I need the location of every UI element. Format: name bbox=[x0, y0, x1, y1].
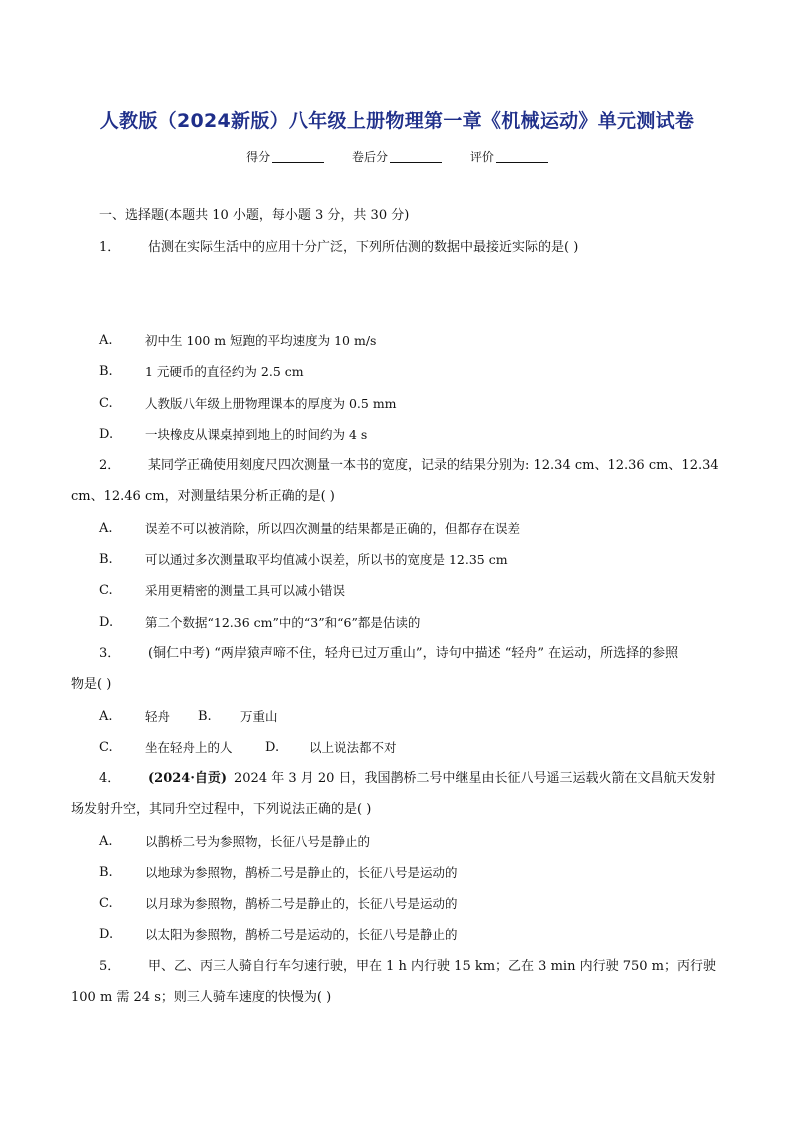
q4-option-b-text: 以地球为参照物，鹊桥二号是静止的，长征八号是运动的 bbox=[145, 865, 458, 880]
exam-title: 人教版（2024新版）八年级上册物理第一章《机械运动》单元测试卷 bbox=[99, 110, 695, 132]
q3-option-b-label: B. bbox=[198, 709, 212, 724]
q3-text-line2: 物是( ) bbox=[71, 677, 112, 692]
q4-text-line1: 2024 年 3 月 20 日，我国鹊桥二号中继星由长征八号遥三运载火箭在文昌航天发射 bbox=[234, 771, 716, 786]
q2-option-c-label: C. bbox=[99, 583, 113, 598]
q2-option-b-text: 可以通过多次测量取平均值减小误差，所以书的宽度是 12.35 cm bbox=[145, 552, 508, 567]
q1-option-d-text: 一块橡皮从课桌掉到地上的时间约为 4 s bbox=[145, 427, 368, 442]
q2-number: 2． bbox=[99, 458, 121, 473]
comment-field bbox=[470, 148, 548, 165]
q3-option-a-label: A. bbox=[99, 709, 113, 724]
q3-number: 3． bbox=[99, 646, 121, 661]
q5-number: 5． bbox=[99, 959, 121, 974]
score-line bbox=[0, 148, 794, 165]
q3-option-c-label: C. bbox=[99, 740, 113, 755]
q3-option-d-label: D. bbox=[265, 740, 280, 755]
grader-label: 卷后分 bbox=[351, 150, 388, 164]
q2-option-d-label: D. bbox=[99, 615, 114, 630]
q1-option-a-label: A. bbox=[99, 333, 113, 348]
grader-field bbox=[352, 148, 442, 165]
q4-source: (2024·自贡) bbox=[148, 771, 228, 786]
q5-text-line1: 甲、乙、丙三人骑自行车匀速行驶，甲在 1 h 内行驶 15 km；乙在 3 min 内行驶 750 m；丙行驶 bbox=[148, 959, 716, 974]
q2-option-d-text: 第二个数据“12.36 cm”中的“3”和“6”都是估读的 bbox=[145, 615, 421, 630]
q1-option-c-text: 人教版八年级上册物理课本的厚度为 0.5 mm bbox=[145, 396, 397, 411]
q4-option-d-label: D. bbox=[99, 927, 114, 942]
q3-text-line1: (铜仁中考) “两岸猿声啼不住，轻舟已过万重山”，诗句中描述 “轻舟” 在运动，所选择的参照 bbox=[148, 646, 679, 661]
score-label: 得分 bbox=[246, 150, 271, 164]
q2-option-a-text: 误差不可以被消除，所以四次测量的结果都是正确的，但都存在误差 bbox=[145, 521, 521, 536]
q3-option-c-text: 坐在轻舟上的人 bbox=[145, 740, 233, 755]
q1-number: 1． bbox=[99, 240, 121, 255]
q2-text-line1: 某同学正确使用刻度尺四次测量一本书的宽度，记录的结果分别为: 12.34 cm、12.36 cm、12.34 bbox=[148, 458, 719, 473]
q2-option-a-label: A. bbox=[99, 521, 113, 536]
q4-text-line2: 场发射升空，其同升空过程中，下列说法正确的是( ) bbox=[71, 802, 372, 817]
q4-option-c-label: C. bbox=[99, 896, 113, 911]
q1-option-c-label: C. bbox=[99, 396, 113, 411]
q1-option-d-label: D. bbox=[99, 427, 114, 442]
comment-label: 评价 bbox=[469, 150, 494, 164]
score-field bbox=[246, 148, 324, 165]
q3-option-d-text: 以上说法都不对 bbox=[309, 740, 397, 755]
q1-option-b-text: 1 元硬币的直径约为 2.5 cm bbox=[145, 364, 304, 379]
score-blank bbox=[272, 150, 324, 163]
q1-text: 估测在实际生活中的应用十分广泛，下列所估测的数据中最接近实际的是( ) bbox=[148, 240, 579, 255]
q2-option-c-text: 采用更精密的测量工具可以减小错误 bbox=[145, 583, 346, 598]
q4-option-a-label: A. bbox=[99, 834, 113, 849]
grader-blank bbox=[390, 150, 442, 163]
q4-number: 4． bbox=[99, 771, 121, 786]
q3-option-a-text: 轻舟 bbox=[145, 709, 171, 724]
q1-option-a-text: 初中生 100 m 短跑的平均速度为 10 m/s bbox=[145, 333, 377, 348]
q5-text-line2: 100 m 需 24 s；则三人骑车速度的快慢为( ) bbox=[71, 990, 332, 1005]
q2-option-b-label: B. bbox=[99, 552, 113, 567]
q4-option-b-label: B. bbox=[99, 865, 113, 880]
section-heading: 一、选择题(本题共 10 小题，每小题 3 分，共 30 分) bbox=[99, 208, 410, 223]
q2-text-line2: cm、12.46 cm，对测量结果分析正确的是( ) bbox=[71, 489, 335, 504]
q3-option-b-text: 万重山 bbox=[240, 709, 278, 724]
comment-blank bbox=[496, 150, 548, 163]
q4-option-c-text: 以月球为参照物，鹊桥二号是静止的，长征八号是运动的 bbox=[145, 896, 458, 911]
q4-option-d-text: 以太阳为参照物，鹊桥二号是运动的，长征八号是静止的 bbox=[145, 927, 458, 942]
q1-option-b-label: B. bbox=[99, 364, 113, 379]
q4-option-a-text: 以鹊桥二号为参照物，长征八号是静止的 bbox=[145, 834, 371, 849]
